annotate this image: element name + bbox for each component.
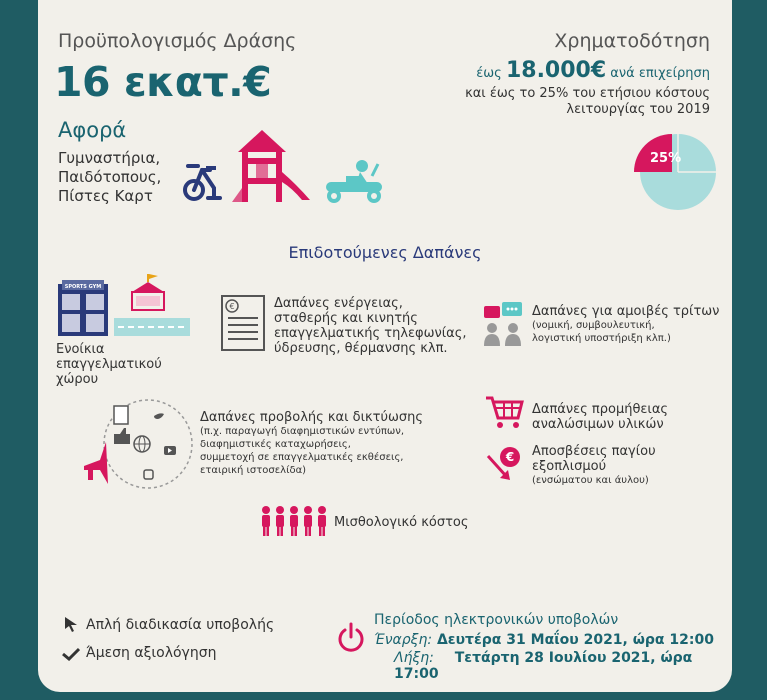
promotion-expenses: Δαπάνες προβολής και δικτύωσης (π.χ. παραγωγή διαφημιστικών εντύπων, διαφημιστικές καταχωρήσεις, συμμετοχή σε επαγγελματικές εκθέσεις, εταιρική ιστοσελίδα) bbox=[200, 410, 424, 476]
category-gyms: Γυμναστήρια, bbox=[58, 149, 161, 167]
category-playgrounds: Παιδότοπους, bbox=[58, 168, 162, 186]
category-kart-tracks: Πίστες Καρτ bbox=[58, 187, 153, 205]
period-start-value: Δευτέρα 31 Μαΐου 2021, ώρα 12:00 bbox=[436, 632, 714, 648]
pie-label: 25% bbox=[650, 151, 682, 166]
consumables-expenses: Δαπάνες προμήθειας αναλώσιμων υλικών bbox=[532, 402, 669, 432]
invoice-euro-icon bbox=[220, 294, 266, 352]
playground-slide-icon bbox=[230, 128, 312, 204]
funding-detail bbox=[465, 86, 710, 118]
svg-text:€: € bbox=[505, 450, 515, 464]
period-start bbox=[374, 632, 714, 648]
funding-detail-line2: και έως το 25% του ετήσιου κόστους bbox=[465, 86, 710, 101]
gym-sign: SPORTS GYM bbox=[64, 284, 102, 290]
twitter-icon bbox=[154, 413, 164, 419]
payroll-expenses: Μισθολογικό κόστος bbox=[334, 515, 469, 530]
third-party-expenses: Δαπάνες για αμοιβές τρίτων (νομική, συμβουλευτική, λογιστική υποστήριξη κλπ.) bbox=[532, 304, 720, 344]
infographic-card bbox=[38, 0, 732, 692]
staff-people-icon bbox=[260, 504, 328, 538]
period-title: Περίοδος ηλεκτρονικών υποβολών bbox=[374, 612, 619, 628]
rent-label: Ενοίκια επαγγελματικού χώρου bbox=[56, 342, 162, 387]
cursor-icon bbox=[64, 616, 78, 636]
go-kart-icon bbox=[320, 158, 390, 204]
funding-amount: 18.000€ bbox=[505, 58, 607, 83]
target-title: Αφορά bbox=[58, 118, 127, 142]
instant-evaluation: Άμεση αξιολόγηση bbox=[86, 645, 217, 661]
target-categories bbox=[58, 149, 161, 206]
period-start-label: Έναρξη: bbox=[374, 632, 433, 648]
expenses-title: Επιδοτούμενες Δαπάνες bbox=[288, 243, 482, 262]
svg-text:€: € bbox=[229, 302, 235, 311]
instagram-icon bbox=[144, 470, 153, 479]
checkmark-icon bbox=[62, 646, 80, 665]
funding-detail-line3: λειτουργίας του 2019 bbox=[566, 102, 710, 117]
shopping-cart-icon bbox=[484, 394, 524, 430]
energy-expenses: Δαπάνες ενέργειας, σταθερής και κινητής επαγγελματικής τηλεφωνίας, ύδρευσης, θέρμανσης κλπ. bbox=[274, 296, 467, 356]
megaphone-icon bbox=[84, 442, 108, 484]
gym-building-icon bbox=[56, 280, 110, 338]
period-end-value: Τετάρτη 28 Ιουλίου 2021, ώρα 17:00 bbox=[394, 650, 693, 682]
simple-submission: Απλή διαδικασία υποβολής bbox=[86, 617, 275, 633]
funding-amount-line bbox=[476, 58, 710, 83]
depreciation-euro-icon bbox=[486, 446, 524, 482]
period-end bbox=[394, 650, 732, 682]
depreciation-expenses: Αποσβέσεις παγίου εξοπλισμού (ενσώματου και άυλου) bbox=[532, 444, 656, 486]
period-end-label: Λήξη: bbox=[394, 650, 434, 666]
consultants-icon bbox=[482, 302, 524, 348]
funding-pie-chart bbox=[626, 120, 722, 216]
brochure-icon bbox=[114, 406, 128, 424]
budget-label: Προϋπολογισμός Δράσης bbox=[58, 30, 297, 52]
like-icon bbox=[114, 428, 130, 444]
funding-prefix: έως bbox=[476, 66, 502, 81]
funding-title: Χρηματοδότηση bbox=[554, 30, 710, 52]
promotion-icons bbox=[80, 398, 200, 494]
exercise-bike-icon bbox=[180, 158, 228, 204]
funding-suffix: ανά επιχείρηση bbox=[610, 66, 710, 81]
kiosk-rent-icon bbox=[114, 272, 190, 338]
power-icon bbox=[336, 622, 366, 654]
budget-value: 16 εκατ.€ bbox=[54, 58, 272, 106]
